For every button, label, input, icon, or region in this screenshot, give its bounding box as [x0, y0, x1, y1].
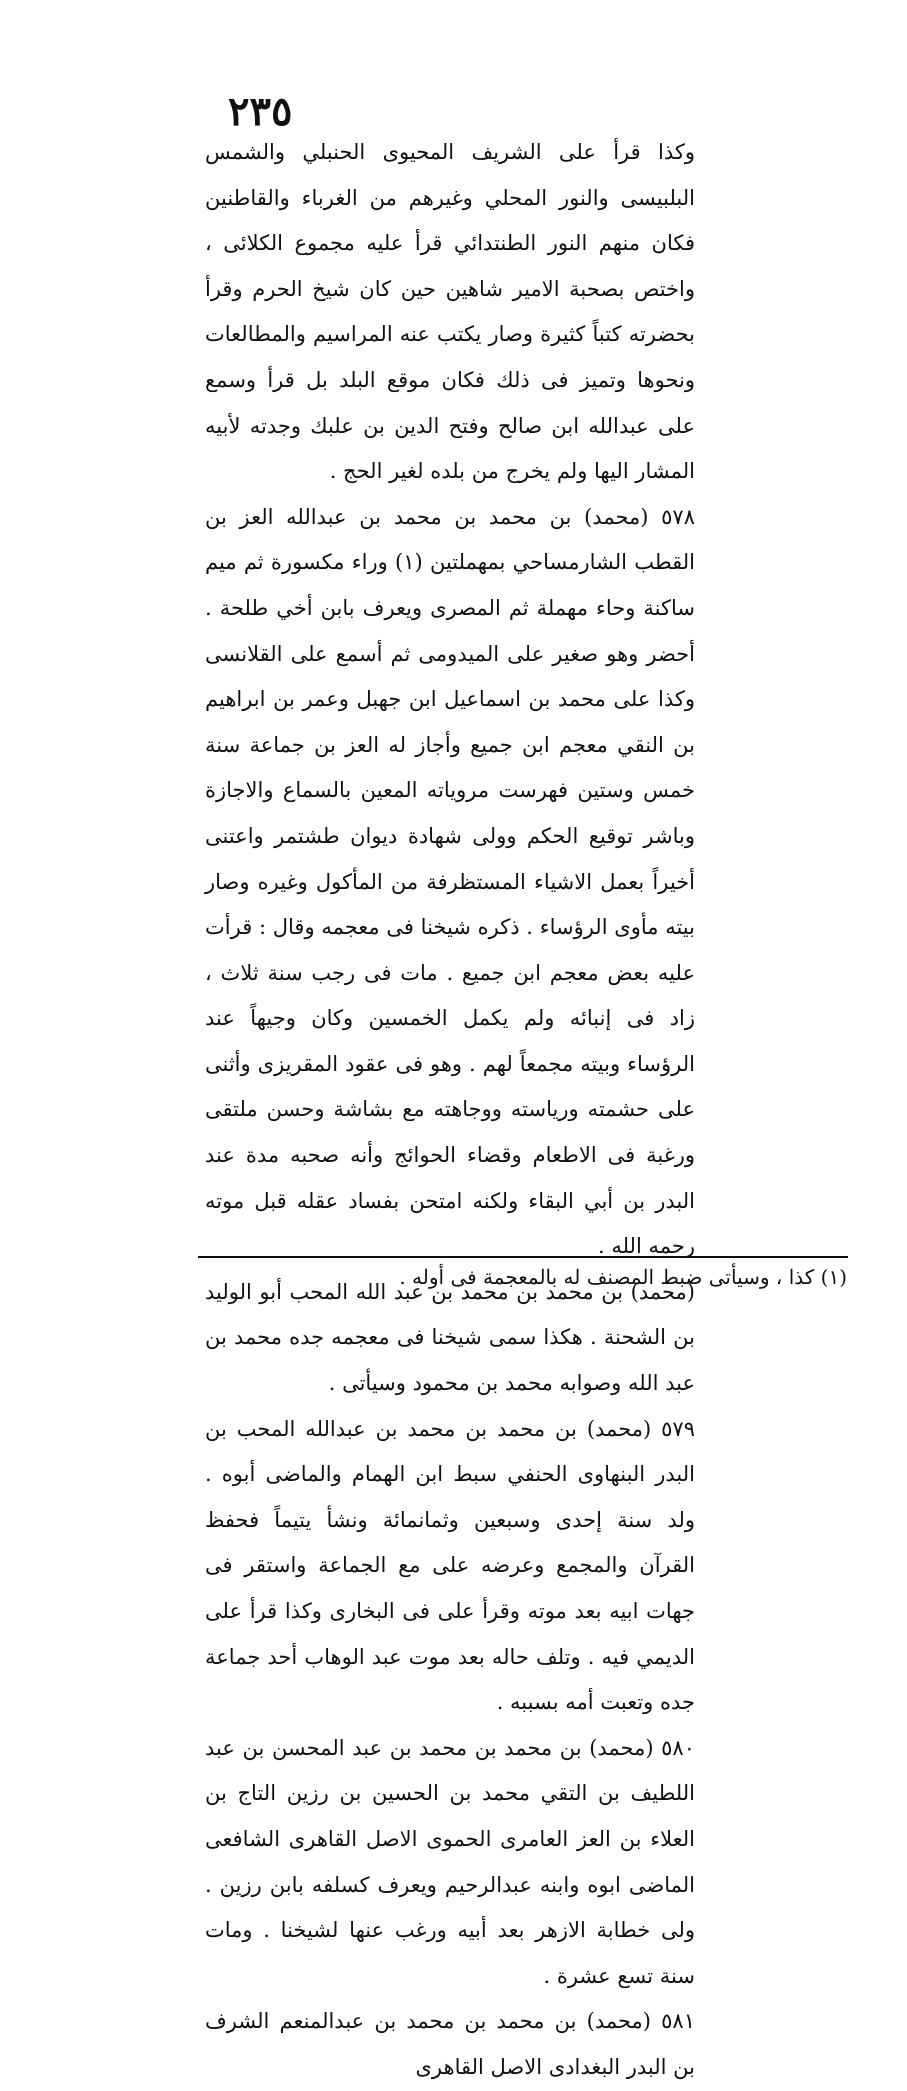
- entry-578: ٥٧٨ (محمد) بن محمد بن محمد بن عبدالله العز بن القطب الشارمساحي بمهملتين (١) وراء مكسورة ثم ميم ساكنة وحاء مهملة ثم المصرى ويعرف بابن أخي طلحة . أحضر وهو صغير على الميدومى ثم أسمع على القلانسى وكذا على محمد بن اسماعيل ابن جهبل وعمر بن ابراهيم بن النقي معجم ابن جميع وأجاز له العز بن جماعة سنة خمس وستين فهرست مروياته المعين بالسماع والاجازة وباشر توقيع الحكم وولى شهادة ديوان طشتمر واعتنى أخيراً بعمل الاشياء المستظرفة من المأكول وغيره وصار بيته مأوى الرؤساء . ذكره شيخنا فى معجمه وقال : قرأت عليه بعض معجم ابن جميع . مات فى رجب سنة ثلاث ، زاد فى إنبائه ولم يكمل الخمسين وكان وجيهاً عند الرؤساء وبيته مجمعاً لهم . وهو فى عقود المقريزى وأثنى على حشمته ورياسته ووجاهته مع بشاشة وحسن ملتقى ورغبة فى الاطعام وقضاء الحوائج وأنه صحبه مدة عند البدر بن أبي البقاء ولكنه امتحن بفساد عقله قبل موته رحمه الله .: [205, 504, 695, 1259]
- footnote: (١) كذا ، وسيأتى ضبط المصنف له بالمعجمة فى أوله .: [399, 1265, 847, 1289]
- main-text: [205, 130, 695, 2091]
- entry-581: ٥٨١ (محمد) بن محمد بن محمد بن عبدالمنعم الشرف بن البدر البغدادى الاصل القاهرى: [205, 2009, 695, 2079]
- paragraph-continuation: وكذا قرأ على الشريف المحيوى الحنبلي والشمس البلبيسى والنور المحلي وغيرهم من الغرباء والقاطنين فكان منهم النور الطنتدائي قرأ عليه مجموع الكلائى ، واختص بصحبة الامير شاهين حين كان شيخ الحرم وقرأ بحضرته كتباً كثيرة وصار يكتب عنه المراسيم والمطالعات ونحوها وتميز فى ذلك فكان موقع البلد بل قرأ وسمع على عبدالله ابن صالح وفتح الدين بن علبك وجدته لأبيه المشار اليها ولم يخرج من بلده لغير الحج .: [205, 140, 695, 484]
- page-number: ٢٣٥: [228, 88, 293, 135]
- entry-579: ٥٧٩ (محمد) بن محمد بن محمد بن عبدالله المحب بن البدر البنهاوى الحنفي سبط ابن الهمام والماضى أبوه . ولد سنة إحدى وسبعين وثمانمائة ونشأ يتيماً فحفظ القرآن والمجمع وعرضه على مع الجماعة واستقر فى جهات ابيه بعد موته وقرأ على فى البخارى وكذا قرأ على الديمي فيه . وتلف حاله بعد موت عبد الوهاب أحد جماعة جده وتعبت أمه بسببه .: [205, 1416, 695, 1715]
- entry-unnumbered: (محمد) بن محمد بن محمد بن عبد الله المحب أبو الوليد بن الشحنة . هكذا سمى شيخنا فى معجمه جده محمد بن عبد الله وصوابه محمد بن محمود وسيأتى .: [205, 1279, 695, 1396]
- entry-580: ٥٨٠ (محمد) بن محمد بن محمد بن عبد المحسن بن عبد اللطيف بن التقي محمد بن الحسين بن رزين التاج بن العلاء بن العز العامرى الحموى الاصل القاهرى الشافعى الماضى ابوه وابنه عبدالرحيم ويعرف كسلفه بابن رزين . ولى خطابة الازهر بعد أبيه ورغب عنها لشيخنا . ومات سنة تسع عشرة .: [205, 1735, 695, 1988]
